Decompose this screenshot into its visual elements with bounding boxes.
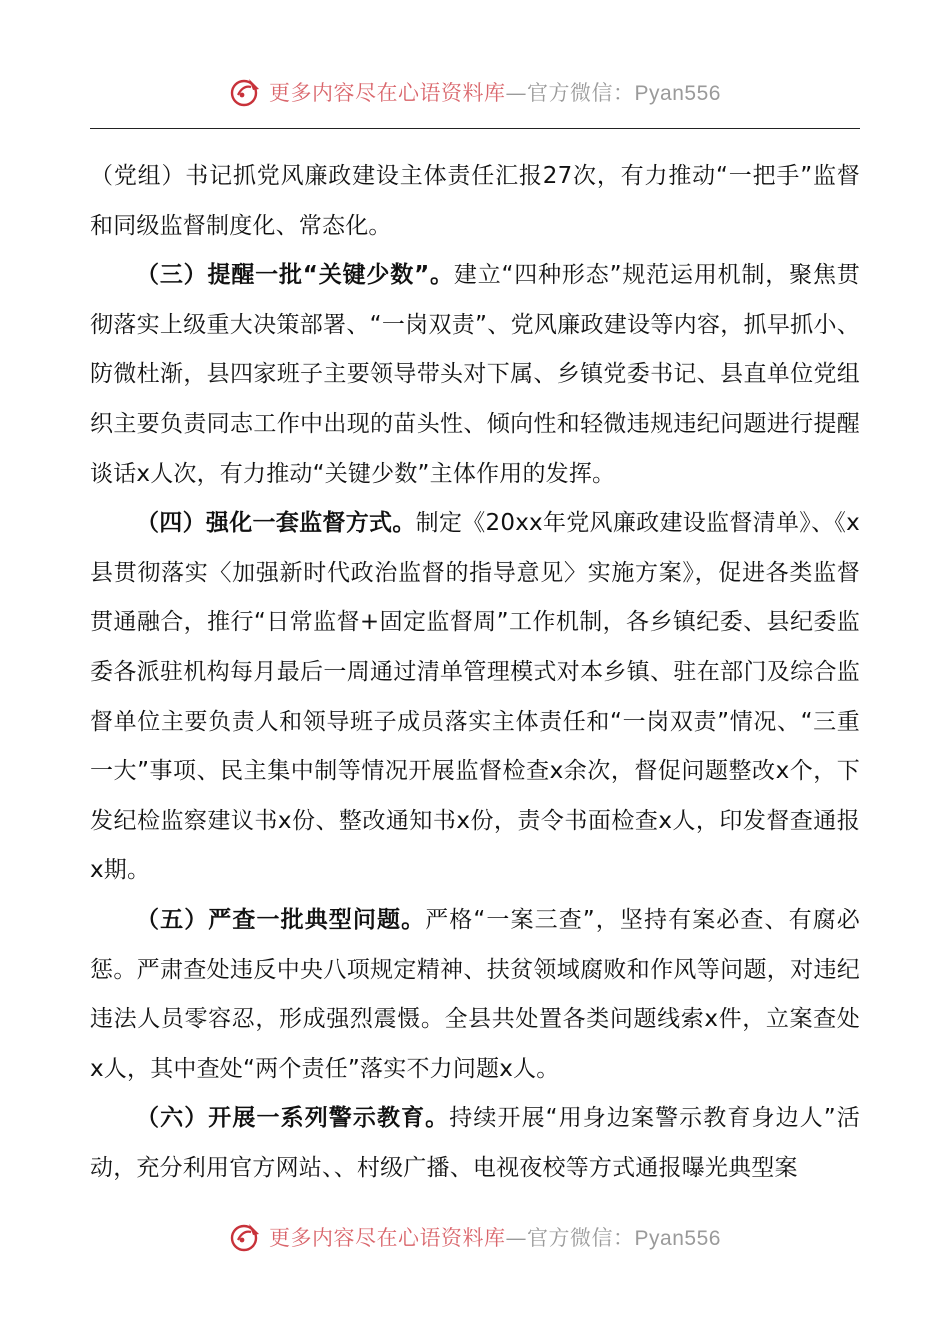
- paragraph-section-3: [90, 251, 860, 499]
- banner-wechat-id: Pyan556: [634, 1227, 721, 1250]
- banner-text: [269, 77, 721, 107]
- banner-wechat-label: —官方微信：: [505, 81, 635, 105]
- banner-wechat-label: —官方微信：: [505, 1226, 635, 1250]
- banner-library-name: 更多内容尽在心语资料库: [269, 1226, 506, 1250]
- section-heading: （四）强化一套监督方式。: [136, 510, 416, 537]
- footer-watermark-banner: [0, 1215, 950, 1259]
- banner-text: [269, 1222, 721, 1252]
- brand-logo-icon: [229, 75, 263, 109]
- brand-logo-icon: [229, 1220, 263, 1254]
- paragraph-text: 建立“四种形态”规范运用机制，聚焦贯彻落实上级重大决策部署、“一岗双责”、党风廉政建设等内容，抓早抓小、防微杜渐，县四家班子主要领导带头对下属、乡镇党委书记、县直单位党组织主要负责同志工作中出现的苗头性、倾向性和轻微违规违纪问题进行提醒谈话x人次，有力推动“关键少数”主体作用的发挥。: [90, 262, 860, 487]
- paragraph-section-4: [90, 499, 860, 896]
- section-heading: （五）严查一批典型问题。: [136, 906, 426, 933]
- section-heading: （六）开展一系列警示教育。: [136, 1105, 450, 1132]
- header-watermark-banner: [0, 70, 950, 114]
- paragraph-text: 严格“一案三查”，坚持有案必查、有腐必惩。严肃查处违反中央八项规定精神、扶贫领域腐败和作风等问题，对违纪违法人员零容忍，形成强烈震慑。全县共处置各类问题线索x件，立案查处x人，其中查处“两个责任”落实不力问题x人。: [90, 906, 860, 1082]
- paragraph-continuation: [90, 152, 860, 251]
- banner-library-name: 更多内容尽在心语资料库: [269, 81, 506, 105]
- section-heading: （三）提醒一批“关键少数”。: [136, 262, 454, 289]
- paragraph-section-6: [90, 1094, 860, 1193]
- header-divider: [90, 128, 860, 129]
- paragraph-text: 持续开展“用身边案警示教育身边人”活动，充分利用官方网站、、村级广播、电视夜校等方式通报曝光典型案: [90, 1105, 860, 1181]
- banner-wechat-id: Pyan556: [634, 82, 721, 105]
- paragraph-section-5: [90, 896, 860, 1094]
- document-body: [90, 152, 860, 1193]
- paragraph-text: 制定《20xx年党风廉政建设监督清单》、《x县贯彻落实〈加强新时代政治监督的指导意见〉实施方案》，促进各类监督贯通融合，推行“日常监督+固定监督周”工作机制，各乡镇纪委、县纪委监委各派驻机构每月最后一周通过清单管理模式对本乡镇、驻在部门及综合监督单位主要负责人和领导班子成员落实主体责任和“一岗双责”情况、“三重一大”事项、民主集中制等情况开展监督检查x余次，督促问题整改x个，下发纪检监察建议书x份、整改通知书x份，责令书面检查x人，印发督查通报x期。: [90, 510, 860, 884]
- paragraph-text: （党组）书记抓党风廉政建设主体责任汇报27次，有力推动“一把手”监督和同级监督制度化、常态化。: [90, 163, 860, 239]
